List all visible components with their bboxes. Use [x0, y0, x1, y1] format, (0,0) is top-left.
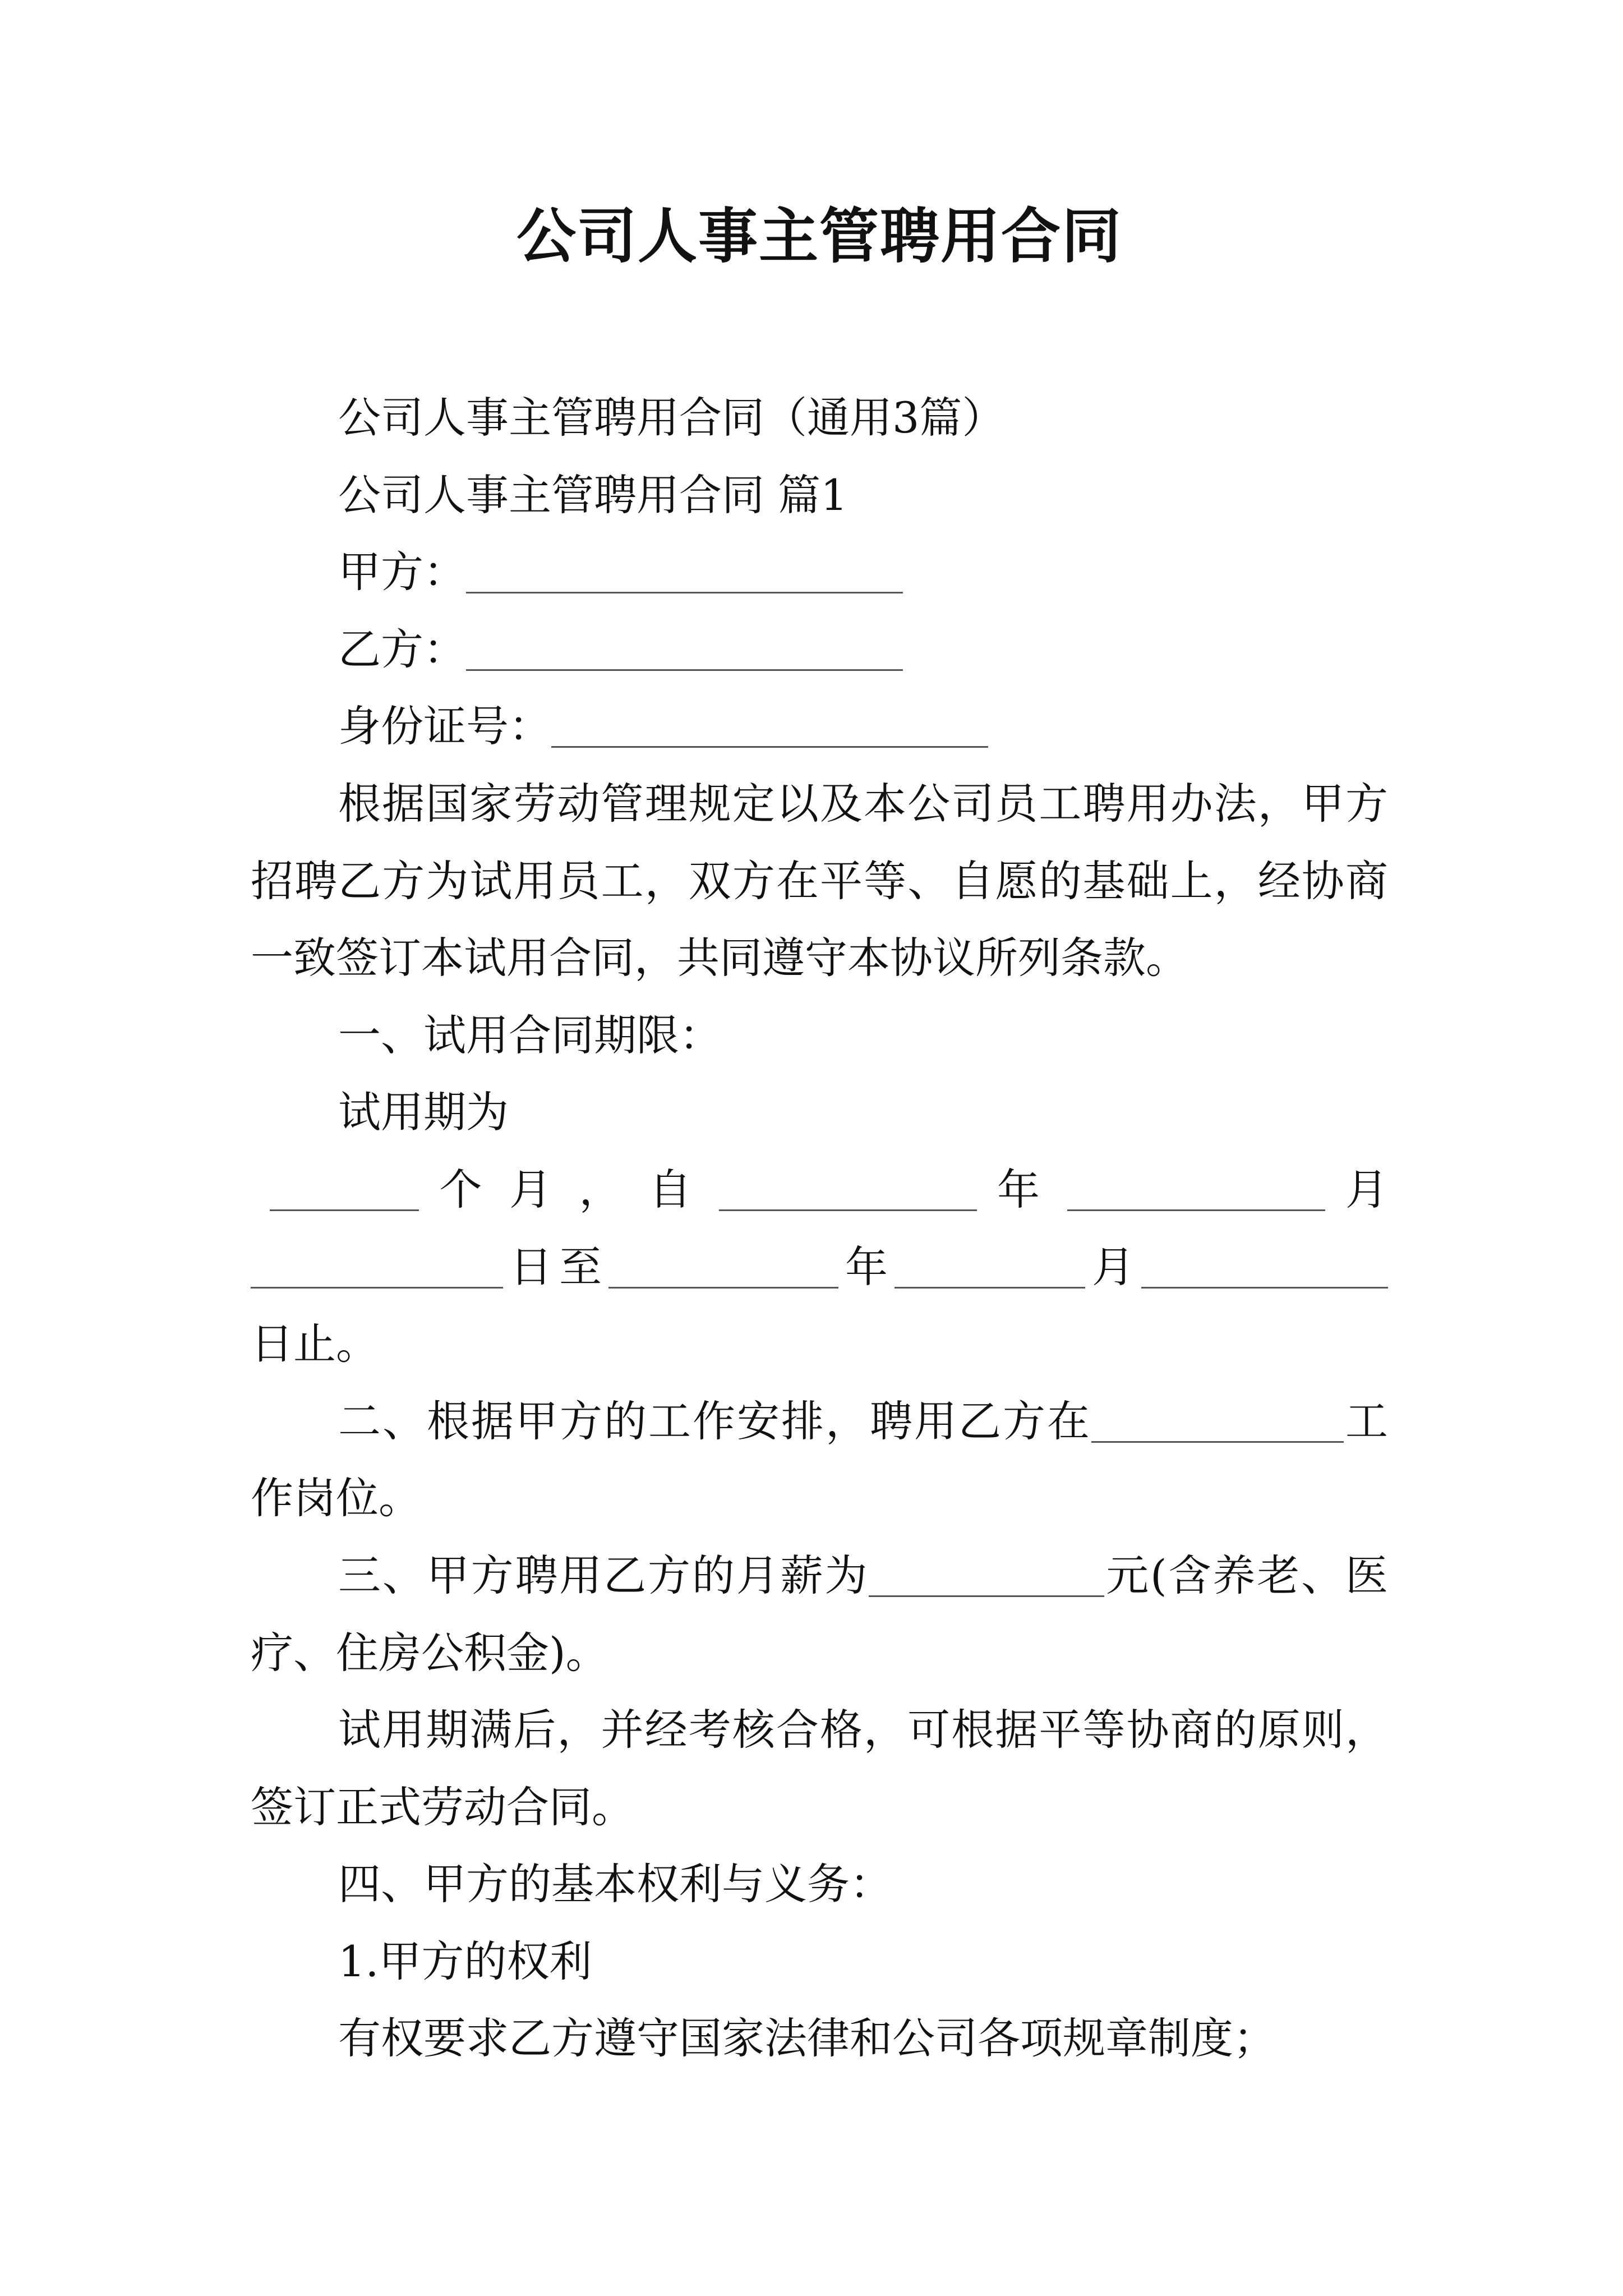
probation-period-row	[251, 1151, 1388, 1228]
probation-end-text: 日止。	[251, 1319, 379, 1369]
clause4-subheading: 1.甲方的权利	[338, 1936, 592, 1986]
id-number-blank	[551, 746, 988, 748]
start-month-blank	[1067, 1209, 1325, 1211]
clause1-heading: 一、试用合同期限：	[338, 1010, 722, 1060]
clause3-text-end: 元(含养老、医	[1104, 1550, 1388, 1600]
day-to-text: 日至	[503, 1241, 608, 1292]
id-number-label: 身份证号：	[338, 701, 551, 752]
end-month-blank	[895, 1287, 1085, 1289]
party-a-label: 甲方：	[338, 547, 466, 597]
intro-line: 根据国家劳动管理规定以及本公司员工聘用办法，甲方	[338, 778, 1388, 829]
document-body	[251, 379, 1388, 2077]
party-a-blank	[466, 592, 903, 593]
clause4-heading: 四、甲方的基本权利与义务：	[338, 1859, 892, 1910]
collection-heading: 公司人事主管聘用合同（通用3篇）	[338, 393, 1005, 443]
party-a-row	[251, 533, 1388, 611]
id-number-row	[251, 688, 1388, 765]
clause3-row	[251, 1537, 1388, 1614]
clause1-lead: 试用期为	[338, 1087, 509, 1138]
year-text: 年	[997, 1164, 1047, 1214]
intro-line: 一致签订本试用合同，共同遵守本协议所列条款。	[251, 933, 1188, 983]
months-blank	[270, 1209, 419, 1211]
after-probation-line: 试用期满后，并经考核合格，可根据平等协商的原则，	[338, 1705, 1388, 1755]
position-blank	[1091, 1441, 1344, 1443]
party-b-label: 乙方：	[338, 624, 466, 674]
months-from-text: 个 月 ， 自	[439, 1164, 699, 1214]
start-day-blank	[251, 1287, 503, 1289]
party-b-row	[251, 611, 1388, 688]
probation-dates-row	[251, 1228, 1388, 1306]
clause2-row	[251, 1383, 1388, 1460]
salary-blank	[869, 1595, 1104, 1597]
clause2-text: 二、根据甲方的工作安排，聘用乙方在	[338, 1396, 1091, 1446]
end-month-text: 月	[1085, 1241, 1141, 1292]
intro-line: 招聘乙方为试用员工，双方在平等、自愿的基础上，经协商	[251, 855, 1388, 906]
clause2-text-end: 工	[1344, 1396, 1388, 1446]
after-probation-line: 签订正式劳动合同。	[251, 1782, 634, 1832]
party-b-blank	[466, 669, 903, 671]
document-title: 公司人事主管聘用合同	[517, 201, 1122, 271]
start-year-blank	[719, 1209, 977, 1211]
section-heading: 公司人事主管聘用合同 篇1	[338, 470, 848, 520]
clause3-continuation: 疗、住房公积金)。	[251, 1627, 608, 1678]
end-day-blank	[1141, 1287, 1388, 1289]
end-year-blank	[608, 1287, 838, 1289]
month-text: 月	[1345, 1164, 1388, 1214]
clause4-item: 有权要求乙方遵守国家法律和公司各项规章制度；	[338, 2013, 1276, 2064]
clause3-text: 三、甲方聘用乙方的月薪为	[338, 1550, 869, 1600]
clause2-continuation: 作岗位。	[251, 1473, 421, 1524]
end-year-text: 年	[838, 1241, 895, 1292]
